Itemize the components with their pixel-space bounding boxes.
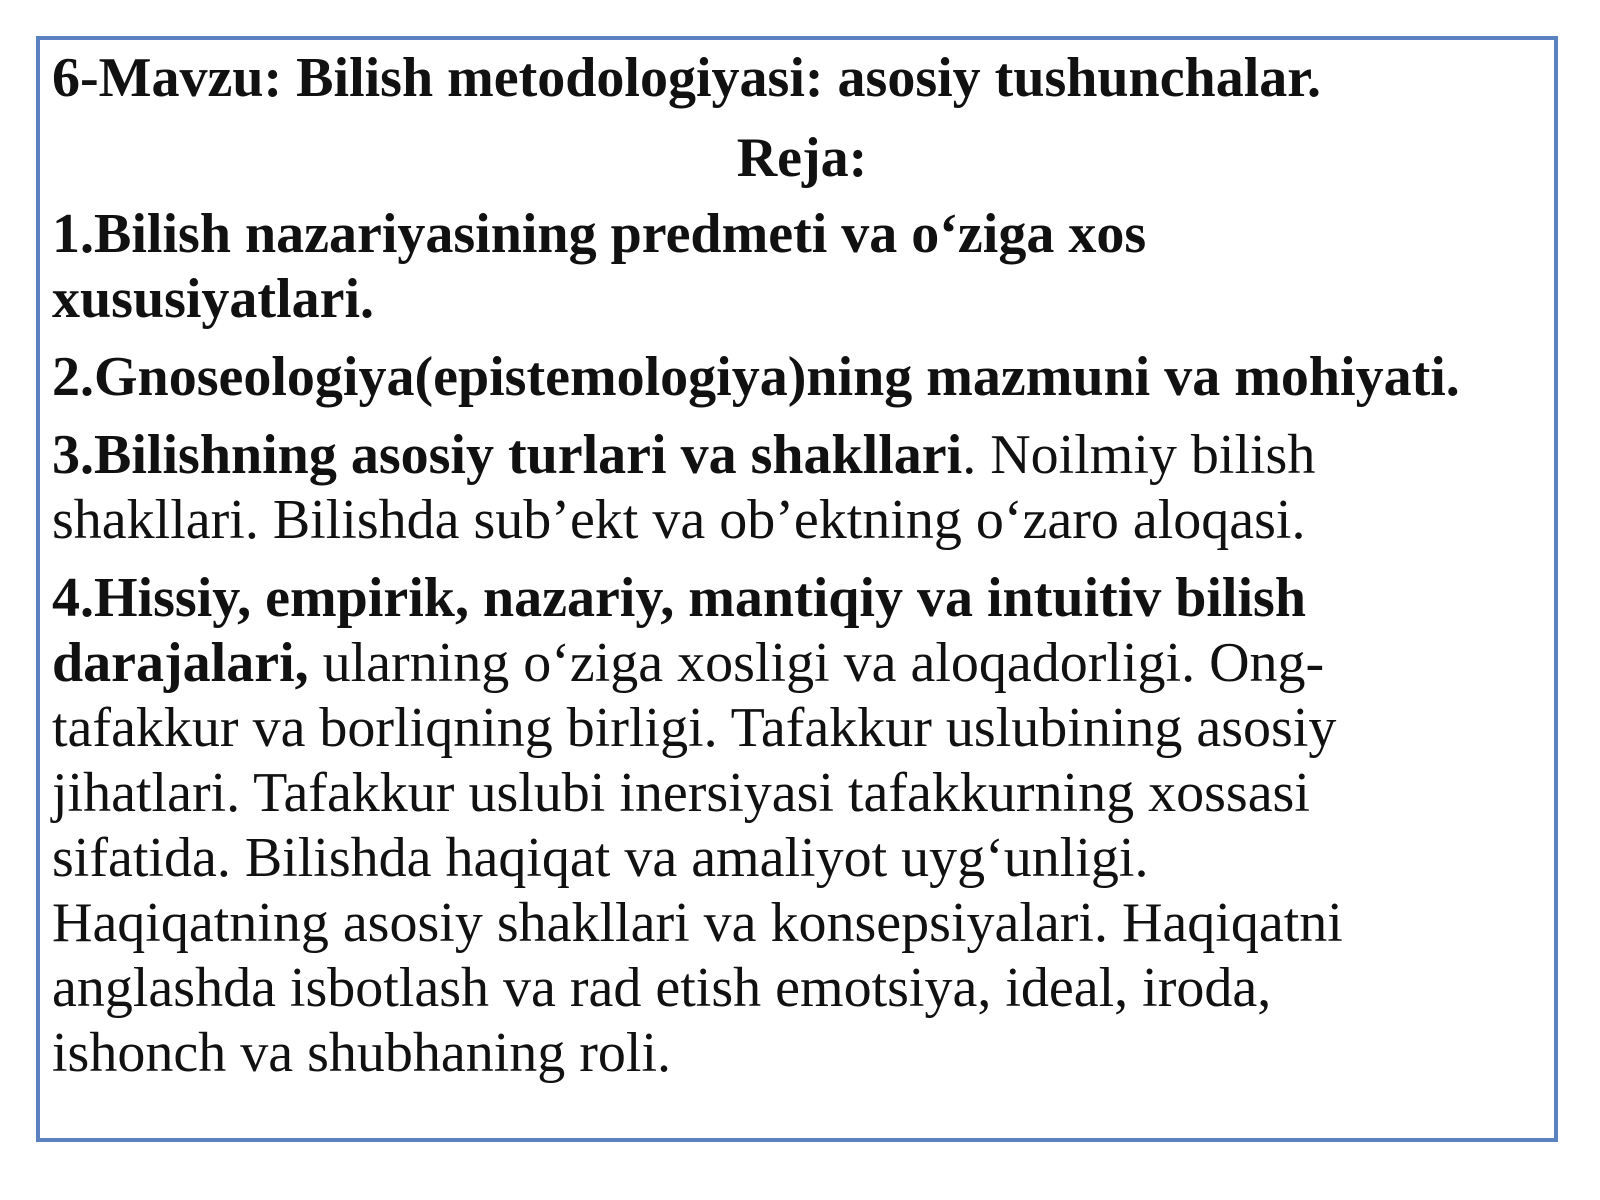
plan-item-line [52, 345, 1552, 410]
plan-item-line [52, 956, 1552, 1021]
slide-title: 6-Mavzu: Bilish metodologiyasi: asosiy tushunchalar. [52, 47, 1321, 109]
plan-item-line [52, 696, 1552, 761]
plan-item-line [52, 566, 1552, 631]
bold-text-segment: 2.Gnoseologiya(epistemologiya)ning mazmuni va mohiyati. [52, 346, 1460, 408]
text-segment: anglashda isbotlash va rad etish emotsiya, ideal, iroda, [52, 957, 1272, 1019]
plan-item-line [52, 267, 1552, 332]
bold-text-segment: 4.Hissiy, empirik, nazariy, mantiqiy va intuitiv bilish [52, 567, 1306, 629]
bold-text-segment: 1.Bilish nazariyasining predmeti va o‘ziga xos [52, 203, 1147, 265]
text-segment: ularning o‘ziga xosligi va aloqadorligi. Ong- [308, 632, 1325, 694]
text-segment: sifatida. Bilishda haqiqat va amaliyot uyg‘unligi. [52, 827, 1149, 889]
plan-item-1 [52, 202, 1552, 332]
slide-content [52, 44, 1552, 1099]
text-segment: ishonch va shubhaning roli. [52, 1022, 672, 1084]
plan-item-line [52, 488, 1552, 553]
plan-item-4 [52, 566, 1552, 1086]
text-segment: jihatlari. Tafakkur uslubi inersiyasi tafakkurning xossasi [52, 762, 1310, 824]
bold-text-segment: darajalari, [52, 632, 309, 694]
plan-item-line [52, 1021, 1552, 1086]
bold-text-segment: 3.Bilishning asosiy turlari va shakllari [52, 424, 963, 486]
text-segment: shakllari. Bilishda sub’ekt va ob’ektning o‘zaro aloqasi. [52, 489, 1306, 551]
plan-list [52, 202, 1552, 1086]
plan-item-line [52, 761, 1552, 826]
plan-item-line [52, 631, 1552, 696]
text-segment: Haqiqatning asosiy shakllari va konsepsiyalari. Haqiqatni [52, 892, 1343, 954]
bold-text-segment: xususiyatlari. [52, 268, 375, 330]
text-segment: . Noilmiy bilish [962, 424, 1316, 486]
plan-item-line [52, 826, 1552, 891]
plan-item-3 [52, 423, 1552, 553]
plan-item-line [52, 891, 1552, 956]
plan-item-line [52, 202, 1552, 267]
text-segment: tafakkur va borliqning birligi. Tafakkur uslubining asosiy [52, 697, 1337, 759]
plan-item-line [52, 423, 1552, 488]
plan-heading: Reja: [736, 127, 868, 189]
plan-item-2 [52, 345, 1552, 410]
